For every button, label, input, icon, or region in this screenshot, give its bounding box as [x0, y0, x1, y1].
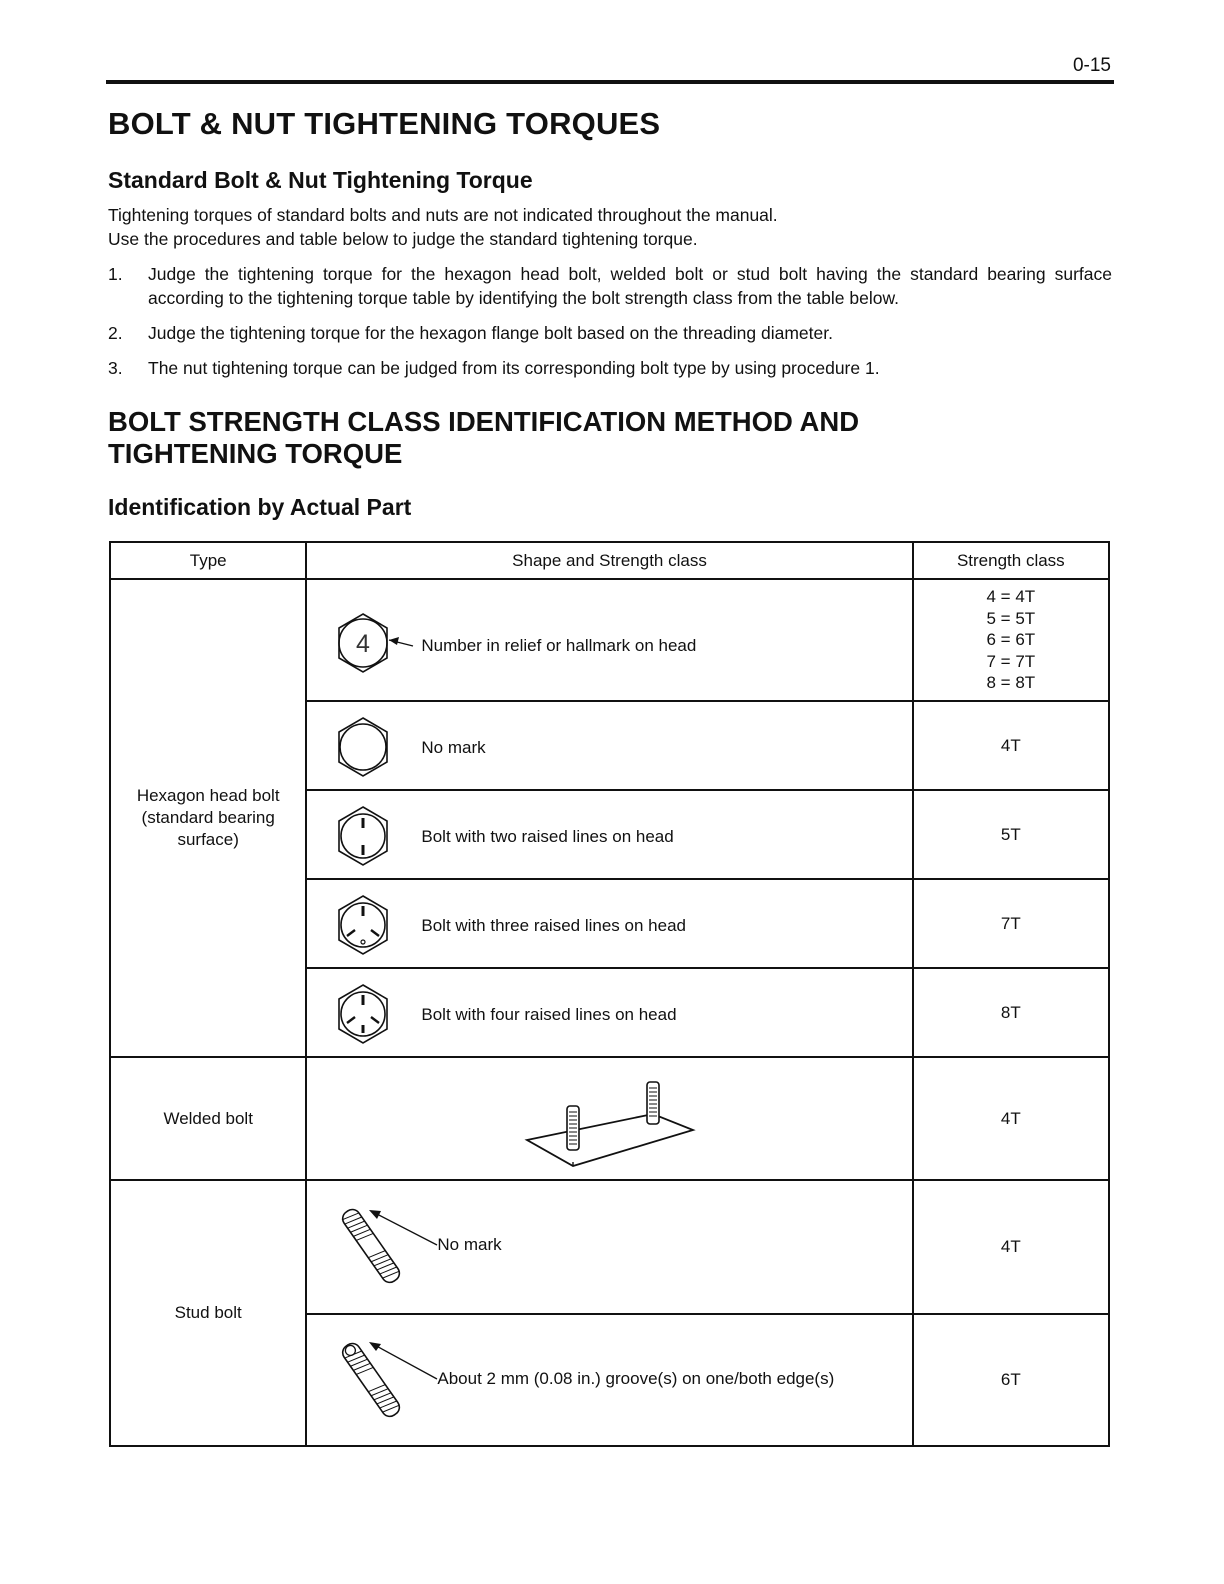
type-line: surface) — [177, 830, 239, 849]
stud-bolt-grooved-icon — [333, 1331, 443, 1441]
class-cell: 6T — [913, 1314, 1109, 1446]
step-number: 2. — [108, 323, 123, 343]
shape-label: Bolt with three raised lines on head — [421, 916, 686, 935]
table-row — [110, 1180, 1109, 1314]
hex-bolt-plain-icon — [333, 716, 393, 780]
procedure-list — [108, 262, 1112, 391]
class-cell: 8T — [913, 968, 1109, 1057]
section-title-line: BOLT STRENGTH CLASS IDENTIFICATION METHOD AND — [108, 406, 860, 437]
column-header: Strength class — [913, 542, 1109, 579]
shape-label: Number in relief or hallmark on head — [421, 636, 697, 655]
stud-bolt-no-mark-icon — [333, 1197, 443, 1307]
section-subtitle: Standard Bolt & Nut Tightening Torque — [108, 167, 533, 193]
shape-label: No mark — [421, 738, 486, 757]
shape-cell — [306, 579, 912, 701]
table-row — [110, 579, 1109, 701]
type-cell: Stud bolt — [110, 1180, 306, 1446]
step-text: Judge the tightening torque for the hexagon head bolt, welded bolt or stud bolt having the standard bearing surface according to the tightening torque table by identifying the bolt strength class from the table below. — [148, 264, 1112, 308]
step-number: 3. — [108, 358, 123, 378]
hex-bolt-four-lines-icon — [333, 983, 393, 1047]
class-value: 4 = 4T — [986, 587, 1036, 607]
type-cell — [110, 579, 306, 1057]
class-value: 5 = 5T — [986, 608, 1036, 628]
step-text: The nut tightening torque can be judged from its corresponding bolt type by using procedure 1. — [148, 358, 880, 378]
shape-label: Bolt with four raised lines on head — [421, 1005, 677, 1024]
hex-bolt-two-lines-icon — [333, 805, 393, 869]
welded-bolt-icon — [523, 1078, 699, 1172]
column-header: Type — [110, 542, 306, 579]
class-cell: 7T — [913, 879, 1109, 968]
shape-label: About 2 mm (0.08 in.) groove(s) on one/both edge(s) — [437, 1369, 835, 1388]
shape-cell — [306, 701, 912, 790]
header-rule — [106, 80, 1114, 84]
column-header: Shape and Strength class — [306, 542, 912, 579]
class-cell — [913, 579, 1109, 701]
section-title — [108, 406, 859, 470]
class-cell: 4T — [913, 1057, 1109, 1180]
shape-label: No mark — [437, 1235, 502, 1254]
intro-line: Use the procedures and table below to judge the standard tightening torque. — [108, 229, 698, 249]
section-subtitle: Identification by Actual Part — [108, 494, 412, 520]
step-number: 1. — [108, 264, 123, 284]
hex-bolt-numbered-icon — [331, 612, 423, 676]
shape-cell — [306, 1057, 912, 1180]
intro-text — [108, 203, 1112, 251]
page-title: BOLT & NUT TIGHTENING TORQUES — [108, 106, 661, 141]
identification-table — [109, 541, 1110, 1447]
class-cell: 5T — [913, 790, 1109, 879]
hex-digit: 4 — [356, 630, 371, 658]
procedure-step — [108, 321, 1112, 345]
section-title-line: TIGHTENING TORQUE — [108, 438, 403, 469]
class-cell: 4T — [913, 1180, 1109, 1314]
table-row — [110, 1057, 1109, 1180]
type-cell: Welded bolt — [110, 1057, 306, 1180]
shape-cell — [306, 1180, 912, 1314]
procedure-step — [108, 262, 1112, 310]
step-text: Judge the tightening torque for the hexagon flange bolt based on the threading diameter. — [148, 323, 833, 343]
page-number: 0-15 — [1072, 55, 1111, 76]
shape-cell — [306, 968, 912, 1057]
class-value: 6 = 6T — [986, 630, 1036, 650]
class-value: 8 = 8T — [986, 673, 1036, 693]
type-line: Hexagon head bolt — [136, 786, 280, 805]
procedure-step — [108, 356, 1112, 380]
shape-cell — [306, 790, 912, 879]
class-cell: 4T — [913, 701, 1109, 790]
shape-cell — [306, 879, 912, 968]
intro-line: Tightening torques of standard bolts and nuts are not indicated throughout the manual. — [108, 205, 778, 225]
type-line: (standard bearing — [141, 808, 275, 827]
class-value: 7 = 7T — [986, 651, 1036, 671]
shape-cell — [306, 1314, 912, 1446]
table-header-row — [110, 542, 1109, 579]
shape-label: Bolt with two raised lines on head — [421, 827, 674, 846]
hex-bolt-three-lines-icon — [333, 894, 393, 958]
